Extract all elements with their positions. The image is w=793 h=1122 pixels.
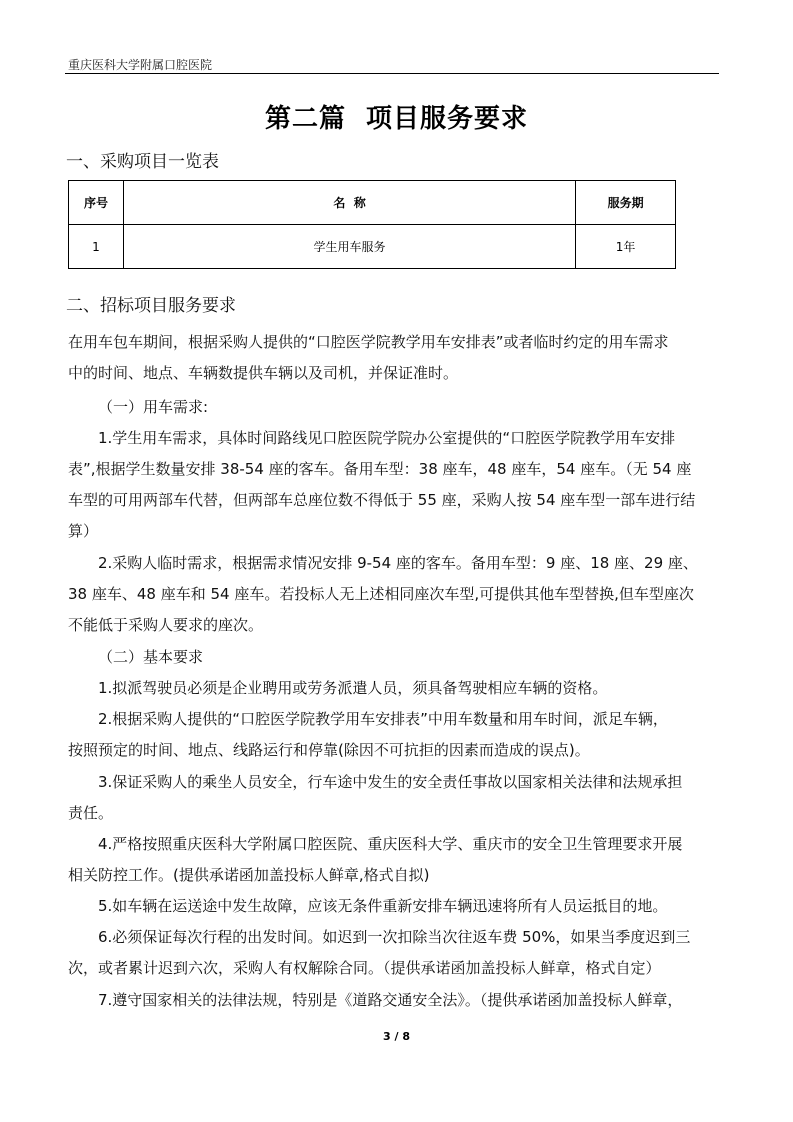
page-title: 第二篇 项目服务要求 (264, 104, 529, 134)
text-line: 2.采购人临时需求，根据需求情况安排 9-54 座的客车。备用车型：9 座、18 座、29 座、 (98, 554, 698, 572)
text-line: 责任。 (68, 804, 114, 822)
requirement-2 (68, 704, 723, 766)
page-number: 3 / 8 (383, 1030, 410, 1043)
text-line: 相关防控工作。(提供承诺函加盖投标人鲜章,格式自拟) (68, 866, 430, 884)
running-header: 重庆医科大学附属口腔医院 (68, 58, 213, 72)
requirement-7 (68, 985, 723, 1016)
column-header: 序号 (69, 181, 124, 225)
text-line: （二）基本要求 (98, 648, 204, 666)
column-header: 服务期 (576, 181, 676, 225)
text-line: 在用车包车期间，根据采购人提供的“口腔医学院教学用车安排表”或者临时约定的用车需求 (68, 333, 669, 351)
text-line: 算） (68, 522, 99, 540)
text-line: 38 座车、48 座车和 54 座车。若投标人无上述相同座次车型,可提供其他车型替换,但车型座次 (68, 585, 694, 603)
text-line: 4.严格按照重庆医科大学附属口腔医院、重庆医科大学、重庆市的安全卫生管理要求开展 (98, 835, 683, 853)
text-line: 1.学生用车需求，具体时间路线见口腔医院学院办公室提供的“口腔医学院教学用车安排 (98, 429, 676, 447)
table-cell: 1年 (576, 225, 676, 269)
text-line: 车型的可用两部车代替，但两部车总座位数不得低于 55 座，采购人按 54 座车型一部车进行结 (68, 491, 696, 509)
procurement-table (68, 180, 676, 269)
text-line: 不能低于采购人要求的座次。 (68, 616, 264, 634)
intro-paragraph (68, 327, 723, 389)
text-line: 3.保证采购人的乘坐人员安全，行车途中发生的安全责任事故以国家相关法律和法规承担 (98, 773, 683, 791)
requirement-1 (68, 673, 723, 704)
section-heading-service-requirements: 二、招标项目服务要求 (66, 296, 236, 316)
item-student-vehicles (68, 423, 723, 547)
text-line: 2.根据采购人提供的“口腔医学院教学用车安排表”中用车数量和用车时间，派足车辆， (98, 710, 668, 728)
text-line: 中的时间、地点、车辆数提供车辆以及司机，并保证准时。 (68, 364, 459, 382)
text-line: 5.如车辆在运送途中发生故障，应该无条件重新安排车辆迅速将所有人员运抵目的地。 (98, 897, 668, 915)
text-line: 1.拟派驾驶员必须是企业聘用或劳务派遣人员，须具备驾驶相应车辆的资格。 (98, 679, 608, 697)
requirement-5 (68, 891, 723, 922)
table-cell: 学生用车服务 (123, 225, 575, 269)
section-heading-procurement-list: 一、采购项目一览表 (66, 152, 219, 172)
column-header: 名 称 (123, 181, 575, 225)
table-cell: 1 (69, 225, 124, 269)
requirement-3 (68, 767, 723, 829)
requirement-4 (68, 829, 723, 891)
text-line: 按照预定的时间、地点、线路运行和停靠(除因不可抗拒的因素而造成的误点)。 (68, 741, 590, 759)
table-header-row (69, 181, 676, 225)
subheading-basic-requirements (98, 642, 753, 673)
text-line: 次，或者累计迟到六次，采购人有权解除合同。（提供承诺函加盖投标人鲜章，格式自定） (68, 959, 661, 977)
item-temporary-needs (68, 548, 723, 641)
header-divider (65, 73, 719, 74)
text-line: 6.必须保证每次行程的出发时间。如迟到一次扣除当次往返车费 50%，如果当季度迟到三 (98, 928, 691, 946)
requirement-6 (68, 922, 723, 984)
text-line: 表”,根据学生数量安排 38-54 座的客车。备用车型：38 座车，48 座车，54 座车。（无 54 座 (68, 460, 692, 478)
subheading-vehicle-needs (98, 392, 753, 423)
text-line: （一）用车需求: (98, 398, 209, 416)
table-row (69, 225, 676, 269)
text-line: 7.遵守国家相关的法律法规，特别是《道路交通安全法》。（提供承诺函加盖投标人鲜章， (98, 991, 683, 1009)
